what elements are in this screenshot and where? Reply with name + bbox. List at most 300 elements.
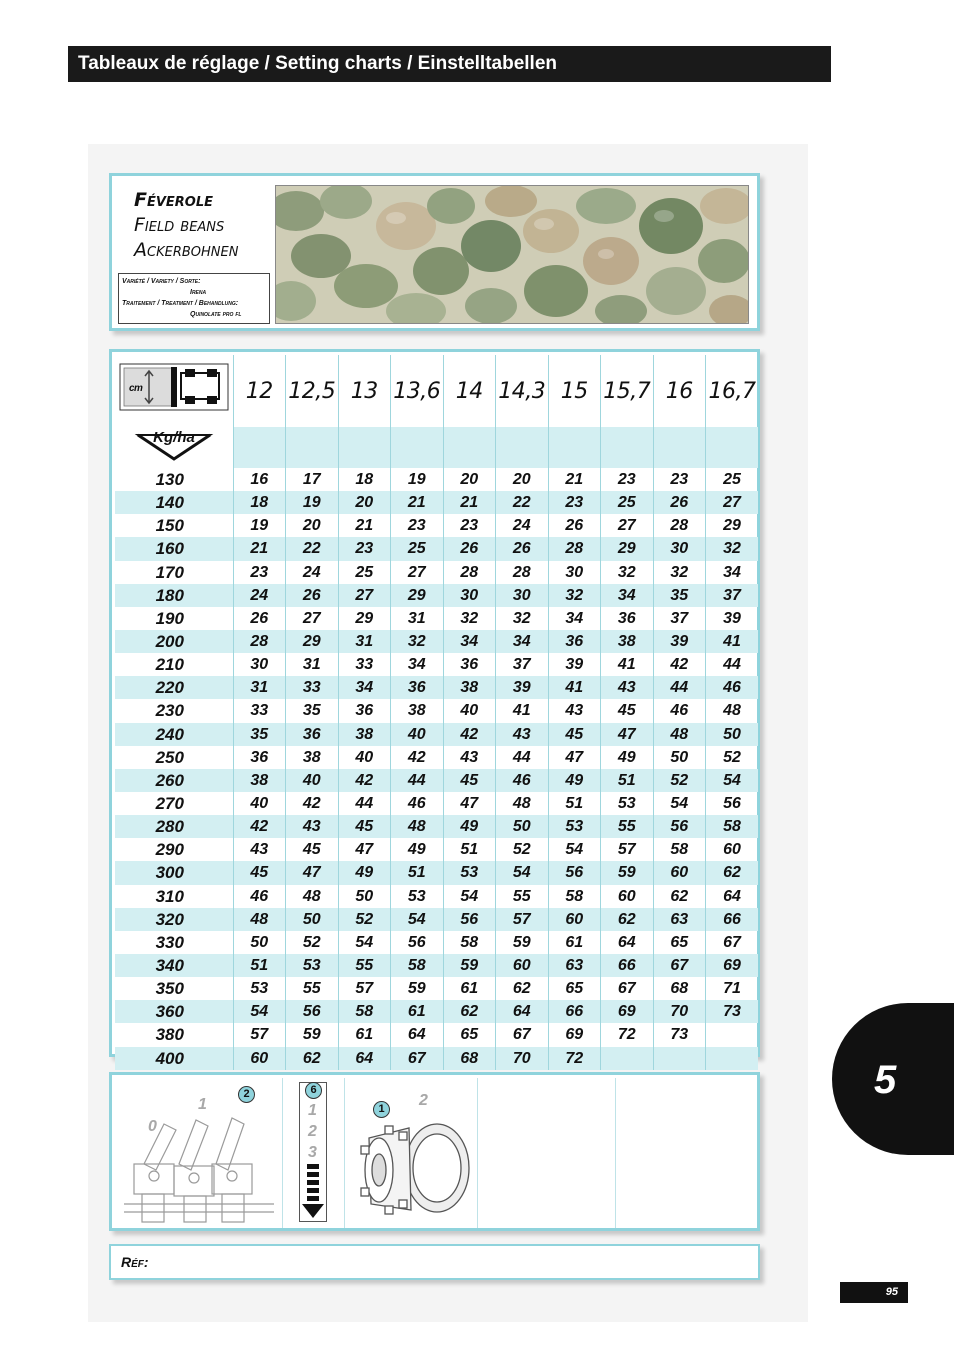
setting-value-cell: 47 <box>443 792 496 815</box>
setting-value-cell: 35 <box>286 699 339 722</box>
empty-setting-cell-2 <box>615 1078 756 1228</box>
setting-value-cell: 50 <box>338 885 391 908</box>
setting-value-cell: 66 <box>548 1000 601 1023</box>
setting-value-cell: 21 <box>391 491 444 514</box>
setting-value-cell: 50 <box>233 931 286 954</box>
setting-value-cell: 33 <box>338 653 391 676</box>
setting-value-cell: 55 <box>338 954 391 977</box>
setting-value-cell: 73 <box>706 1000 759 1023</box>
setting-value-cell: 25 <box>706 468 759 491</box>
setting-value-cell: 70 <box>653 1000 706 1023</box>
setting-value-cell: 68 <box>443 1047 496 1070</box>
setting-value-cell: 53 <box>233 977 286 1000</box>
row-spacing-icon <box>119 363 229 411</box>
setting-value-cell: 70 <box>496 1047 549 1070</box>
setting-value-cell: 60 <box>233 1047 286 1070</box>
scale-mark-2: 2 <box>308 1123 317 1140</box>
setting-value-cell <box>653 1047 706 1070</box>
setting-value-cell: 55 <box>496 885 549 908</box>
spacing-subheader-cell <box>601 427 654 468</box>
setting-value-cell: 26 <box>496 537 549 560</box>
setting-value-cell: 50 <box>286 908 339 931</box>
setting-value-cell: 31 <box>286 653 339 676</box>
setting-value-cell: 41 <box>496 699 549 722</box>
setting-value-cell: 34 <box>391 653 444 676</box>
setting-value-cell: 32 <box>496 607 549 630</box>
spacing-subheader-cell <box>443 427 496 468</box>
setting-value-cell: 22 <box>496 491 549 514</box>
spacing-subheader-cell <box>338 427 391 468</box>
setting-value-cell: 56 <box>706 792 759 815</box>
setting-value-cell: 17 <box>286 468 339 491</box>
setting-value-cell: 22 <box>286 537 339 560</box>
setting-value-cell: 44 <box>706 653 759 676</box>
setting-value-cell: 58 <box>443 931 496 954</box>
setting-value-cell: 43 <box>601 676 654 699</box>
setting-value-cell: 51 <box>391 861 444 884</box>
setting-value-cell: 56 <box>391 931 444 954</box>
seed-rate-cell: 160 <box>115 537 233 560</box>
setting-value-cell: 26 <box>233 607 286 630</box>
setting-value-cell: 54 <box>548 838 601 861</box>
wheel-alt-setting: 2 <box>419 1092 428 1109</box>
seed-rate-cell: 190 <box>155 608 184 628</box>
crop-name-en: Field beans <box>134 214 225 236</box>
spacing-subheader-cell <box>286 427 339 468</box>
setting-value-cell: 38 <box>233 769 286 792</box>
seed-rate-cell: 210 <box>155 655 184 675</box>
setting-value-cell: 41 <box>706 630 759 653</box>
setting-value-cell: 54 <box>338 931 391 954</box>
setting-value-cell: 40 <box>338 746 391 769</box>
setting-value-cell: 43 <box>548 699 601 722</box>
setting-value-cell: 20 <box>443 468 496 491</box>
setting-value-cell: 18 <box>233 491 286 514</box>
setting-value-cell: 25 <box>601 491 654 514</box>
setting-value-cell: 65 <box>443 1023 496 1046</box>
setting-value-cell: 72 <box>601 1023 654 1046</box>
setting-value-cell: 36 <box>286 723 339 746</box>
scale-setting-cell <box>282 1078 345 1228</box>
setting-value-cell: 57 <box>233 1023 286 1046</box>
setting-value-cell: 51 <box>548 792 601 815</box>
setting-value-cell: 59 <box>443 954 496 977</box>
setting-value-cell: 32 <box>653 561 706 584</box>
setting-value-cell: 50 <box>653 746 706 769</box>
setting-value-cell: 64 <box>706 885 759 908</box>
setting-value-cell: 26 <box>286 584 339 607</box>
setting-value-cell: 19 <box>391 468 444 491</box>
setting-value-cell: 48 <box>496 792 549 815</box>
table-row <box>115 468 758 491</box>
spacing-subheader-cell <box>496 427 549 468</box>
setting-value-cell: 56 <box>286 1000 339 1023</box>
setting-value-cell: 48 <box>653 723 706 746</box>
setting-value-cell: 52 <box>286 931 339 954</box>
setting-value-cell: 30 <box>496 584 549 607</box>
wheel-setting-cell <box>344 1078 478 1228</box>
setting-value-cell: 27 <box>286 607 339 630</box>
spacing-column-header: 15 <box>548 355 601 427</box>
setting-value-cell: 47 <box>338 838 391 861</box>
treatment-value: Quinolate pro fl <box>190 311 242 318</box>
lever-position-0: 0 <box>148 1118 157 1135</box>
setting-value-cell: 58 <box>706 815 759 838</box>
setting-chart-table <box>115 355 758 1070</box>
setting-value-cell: 34 <box>548 607 601 630</box>
setting-value-cell: 67 <box>706 931 759 954</box>
setting-value-cell: 32 <box>443 607 496 630</box>
setting-value-cell: 69 <box>601 1000 654 1023</box>
setting-value-cell: 63 <box>548 954 601 977</box>
setting-value-cell: 64 <box>601 931 654 954</box>
setting-value-cell: 47 <box>286 861 339 884</box>
setting-value-cell: 33 <box>233 699 286 722</box>
setting-value-cell: 39 <box>496 676 549 699</box>
spacing-column-header: 13,6 <box>391 355 444 427</box>
setting-value-cell: 28 <box>653 514 706 537</box>
setting-value-cell: 40 <box>443 699 496 722</box>
setting-value-cell: 34 <box>443 630 496 653</box>
spacing-subheader-cell <box>706 427 759 468</box>
setting-value-cell: 38 <box>601 630 654 653</box>
setting-value-cell: 52 <box>653 769 706 792</box>
page-header <box>68 46 831 82</box>
table-row <box>115 514 758 537</box>
setting-value-cell: 31 <box>233 676 286 699</box>
wheel-setting-badge: 1 <box>373 1101 390 1118</box>
setting-value-cell: 35 <box>233 723 286 746</box>
setting-value-cell: 42 <box>286 792 339 815</box>
setting-value-cell: 18 <box>338 468 391 491</box>
setting-value-cell: 66 <box>601 954 654 977</box>
table-row <box>115 699 758 722</box>
setting-value-cell: 55 <box>601 815 654 838</box>
setting-value-cell: 59 <box>286 1023 339 1046</box>
setting-value-cell: 48 <box>706 699 759 722</box>
setting-value-cell: 53 <box>286 954 339 977</box>
setting-value-cell: 62 <box>653 885 706 908</box>
setting-value-cell: 19 <box>286 491 339 514</box>
setting-value-cell: 56 <box>443 908 496 931</box>
setting-value-cell: 31 <box>338 630 391 653</box>
setting-value-cell: 64 <box>391 1023 444 1046</box>
setting-value-cell: 32 <box>548 584 601 607</box>
setting-value-cell: 23 <box>443 514 496 537</box>
setting-value-cell: 57 <box>601 838 654 861</box>
setting-value-cell: 54 <box>233 1000 286 1023</box>
setting-value-cell: 57 <box>496 908 549 931</box>
setting-value-cell: 21 <box>338 514 391 537</box>
setting-value-cell: 62 <box>496 977 549 1000</box>
setting-value-cell: 65 <box>653 931 706 954</box>
crop-name <box>134 188 284 263</box>
table-row <box>115 1023 758 1046</box>
setting-value-cell: 25 <box>338 561 391 584</box>
spacing-column-header: 16,7 <box>706 355 759 427</box>
setting-value-cell: 45 <box>443 769 496 792</box>
spacing-column-header: 12 <box>233 355 286 427</box>
setting-value-cell: 73 <box>653 1023 706 1046</box>
table-row <box>115 977 758 1000</box>
setting-value-cell: 49 <box>391 838 444 861</box>
setting-value-cell: 60 <box>548 908 601 931</box>
spacing-subheader-cell <box>653 427 706 468</box>
setting-value-cell: 20 <box>286 514 339 537</box>
setting-value-cell: 34 <box>601 584 654 607</box>
setting-value-cell: 42 <box>233 815 286 838</box>
setting-value-cell: 36 <box>601 607 654 630</box>
kg-arrow-icon <box>134 427 214 461</box>
setting-value-cell: 26 <box>443 537 496 560</box>
lever-setting-badge: 2 <box>238 1086 255 1103</box>
setting-value-cell: 40 <box>286 769 339 792</box>
table-row <box>115 769 758 792</box>
setting-value-cell: 36 <box>548 630 601 653</box>
scale-mark-3: 3 <box>308 1144 317 1161</box>
table-row <box>115 653 758 676</box>
chapter-number: 5 <box>874 1058 897 1102</box>
seed-rate-cell: 360 <box>115 1000 233 1023</box>
table-row <box>115 954 758 977</box>
spacing-column-header: 16 <box>653 355 706 427</box>
seed-rate-cell: 270 <box>155 794 184 814</box>
seed-rate-cell: 300 <box>115 861 233 884</box>
spacing-column-header: 12,5 <box>286 355 339 427</box>
table-row <box>115 607 758 630</box>
setting-value-cell: 26 <box>653 491 706 514</box>
spacing-column-header: 13 <box>338 355 391 427</box>
setting-value-cell: 21 <box>443 491 496 514</box>
setting-value-cell: 53 <box>601 792 654 815</box>
setting-value-cell: 51 <box>443 838 496 861</box>
setting-value-cell: 69 <box>706 954 759 977</box>
setting-value-cell: 23 <box>653 468 706 491</box>
crop-name-fr: Féverole <box>134 189 214 211</box>
seed-rate-cell: 240 <box>115 723 233 746</box>
setting-value-cell: 23 <box>601 468 654 491</box>
setting-value-cell: 16 <box>233 468 286 491</box>
seed-rate-cell: 330 <box>155 932 184 952</box>
setting-value-cell: 52 <box>706 746 759 769</box>
setting-chart-panel <box>109 349 760 1068</box>
setting-value-cell: 20 <box>496 468 549 491</box>
table-row <box>115 746 758 769</box>
setting-value-cell <box>706 1047 759 1070</box>
setting-value-cell: 58 <box>338 1000 391 1023</box>
setting-value-cell: 53 <box>548 815 601 838</box>
setting-value-cell: 38 <box>286 746 339 769</box>
seed-rate-cell: 400 <box>115 1047 233 1070</box>
setting-value-cell: 28 <box>548 537 601 560</box>
setting-value-cell: 21 <box>233 537 286 560</box>
setting-value-cell: 67 <box>653 954 706 977</box>
table-row <box>115 861 758 884</box>
spacing-column-header: 14 <box>443 355 496 427</box>
table-row <box>115 723 758 746</box>
seed-rate-cell: 130 <box>155 470 184 490</box>
setting-value-cell: 58 <box>548 885 601 908</box>
setting-value-cell: 59 <box>496 931 549 954</box>
setting-value-cell: 47 <box>548 746 601 769</box>
seed-rate-cell: 260 <box>115 769 233 792</box>
setting-value-cell: 30 <box>548 561 601 584</box>
seed-rate-cell: 350 <box>155 979 184 999</box>
setting-value-cell: 60 <box>496 954 549 977</box>
setting-value-cell: 24 <box>496 514 549 537</box>
setting-value-cell: 34 <box>706 561 759 584</box>
spacing-column-header: 14,3 <box>496 355 549 427</box>
setting-value-cell: 40 <box>233 792 286 815</box>
seed-rate-cell: 280 <box>115 815 233 838</box>
spacing-subheader-cell <box>233 427 286 468</box>
setting-value-cell: 35 <box>653 584 706 607</box>
cm-unit-label: cm <box>128 383 143 394</box>
adjustment-panel <box>109 1072 760 1231</box>
table-row <box>115 630 758 653</box>
setting-value-cell: 27 <box>391 561 444 584</box>
setting-value-cell: 43 <box>286 815 339 838</box>
setting-value-cell: 54 <box>443 885 496 908</box>
seed-rate-cell: 230 <box>155 701 184 721</box>
table-row <box>115 908 758 931</box>
table-row <box>115 537 758 560</box>
setting-value-cell: 30 <box>233 653 286 676</box>
setting-value-cell: 37 <box>706 584 759 607</box>
setting-value-cell: 29 <box>601 537 654 560</box>
setting-value-cell: 44 <box>496 746 549 769</box>
setting-value-cell <box>706 1023 759 1046</box>
setting-value-cell: 61 <box>548 931 601 954</box>
setting-value-cell: 61 <box>443 977 496 1000</box>
table-row <box>115 1047 758 1070</box>
gear-wheel-icon <box>355 1118 473 1222</box>
setting-value-cell: 54 <box>706 769 759 792</box>
seed-rate-cell: 140 <box>115 491 233 514</box>
setting-value-cell: 53 <box>391 885 444 908</box>
setting-value-cell: 43 <box>496 723 549 746</box>
setting-value-cell: 62 <box>601 908 654 931</box>
setting-value-cell: 43 <box>443 746 496 769</box>
setting-value-cell: 28 <box>233 630 286 653</box>
setting-value-cell: 27 <box>601 514 654 537</box>
kg-unit-label: Kg/ha <box>152 429 195 446</box>
setting-value-cell: 64 <box>496 1000 549 1023</box>
setting-value-cell: 32 <box>391 630 444 653</box>
setting-value-cell: 39 <box>548 653 601 676</box>
setting-value-cell: 49 <box>601 746 654 769</box>
setting-value-cell: 45 <box>601 699 654 722</box>
setting-value-cell: 44 <box>338 792 391 815</box>
spacing-column-header: 15,7 <box>601 355 654 427</box>
setting-value-cell: 46 <box>496 769 549 792</box>
empty-setting-cell-1 <box>477 1078 616 1228</box>
setting-value-cell: 45 <box>286 838 339 861</box>
setting-value-cell: 67 <box>391 1047 444 1070</box>
treatment-label: Traitement / Treatment / Behandlung: <box>122 300 239 307</box>
table-row <box>115 561 758 584</box>
setting-value-cell: 29 <box>286 630 339 653</box>
setting-value-cell: 71 <box>706 977 759 1000</box>
setting-value-cell: 53 <box>443 861 496 884</box>
setting-value-cell: 48 <box>233 908 286 931</box>
setting-value-cell: 38 <box>338 723 391 746</box>
setting-value-cell: 59 <box>601 861 654 884</box>
row-spacing-icon-cell <box>115 355 233 427</box>
setting-value-cell: 29 <box>706 514 759 537</box>
setting-value-cell: 69 <box>548 1023 601 1046</box>
setting-value-cell: 55 <box>286 977 339 1000</box>
setting-value-cell: 67 <box>601 977 654 1000</box>
spacing-header-row <box>115 355 758 427</box>
setting-value-cell: 60 <box>601 885 654 908</box>
seed-rate-cell: 180 <box>115 584 233 607</box>
setting-value-cell: 31 <box>391 607 444 630</box>
setting-value-cell: 23 <box>391 514 444 537</box>
spacing-subheader-cell <box>391 427 444 468</box>
setting-value-cell: 36 <box>233 746 286 769</box>
setting-value-cell: 19 <box>233 514 286 537</box>
seed-rate-cell: 340 <box>115 954 233 977</box>
setting-value-cell: 60 <box>653 861 706 884</box>
setting-value-cell: 63 <box>653 908 706 931</box>
kg-header-row <box>115 427 758 468</box>
setting-value-cell: 61 <box>338 1023 391 1046</box>
setting-value-cell: 66 <box>706 908 759 931</box>
setting-value-cell: 41 <box>601 653 654 676</box>
setting-value-cell: 37 <box>496 653 549 676</box>
setting-value-cell: 44 <box>653 676 706 699</box>
setting-value-cell: 56 <box>653 815 706 838</box>
page-header-title: Tableaux de réglage / Setting charts / Einstelltabellen <box>78 53 558 74</box>
setting-value-cell: 49 <box>443 815 496 838</box>
table-row <box>115 838 758 861</box>
setting-value-cell: 51 <box>233 954 286 977</box>
setting-value-cell: 49 <box>338 861 391 884</box>
setting-value-cell: 26 <box>548 514 601 537</box>
setting-value-cell: 51 <box>601 769 654 792</box>
setting-value-cell: 24 <box>233 584 286 607</box>
scale-arrow-icon <box>302 1164 324 1220</box>
variety-label: Variété / Variety / Sorte: <box>122 278 201 285</box>
seed-rate-cell: 200 <box>115 630 233 653</box>
setting-value-cell: 68 <box>653 977 706 1000</box>
setting-value-cell: 27 <box>706 491 759 514</box>
setting-value-cell: 48 <box>286 885 339 908</box>
variety-info-box <box>118 273 270 324</box>
seed-rate-cell: 380 <box>155 1025 184 1045</box>
setting-value-cell: 49 <box>548 769 601 792</box>
setting-value-cell: 50 <box>496 815 549 838</box>
setting-value-cell: 29 <box>338 607 391 630</box>
setting-value-cell: 39 <box>653 630 706 653</box>
setting-value-cell: 41 <box>548 676 601 699</box>
setting-value-cell: 46 <box>391 792 444 815</box>
setting-value-cell: 24 <box>286 561 339 584</box>
seed-rate-cell: 170 <box>155 562 184 582</box>
setting-value-cell: 33 <box>286 676 339 699</box>
table-row <box>115 1000 758 1023</box>
table-row <box>115 584 758 607</box>
setting-value-cell: 36 <box>391 676 444 699</box>
setting-value-cell: 54 <box>496 861 549 884</box>
setting-value-cell: 30 <box>443 584 496 607</box>
table-row <box>115 815 758 838</box>
seed-rate-cell: 310 <box>155 886 184 906</box>
setting-value-cell: 21 <box>548 468 601 491</box>
setting-value-cell: 32 <box>601 561 654 584</box>
setting-value-cell: 54 <box>391 908 444 931</box>
